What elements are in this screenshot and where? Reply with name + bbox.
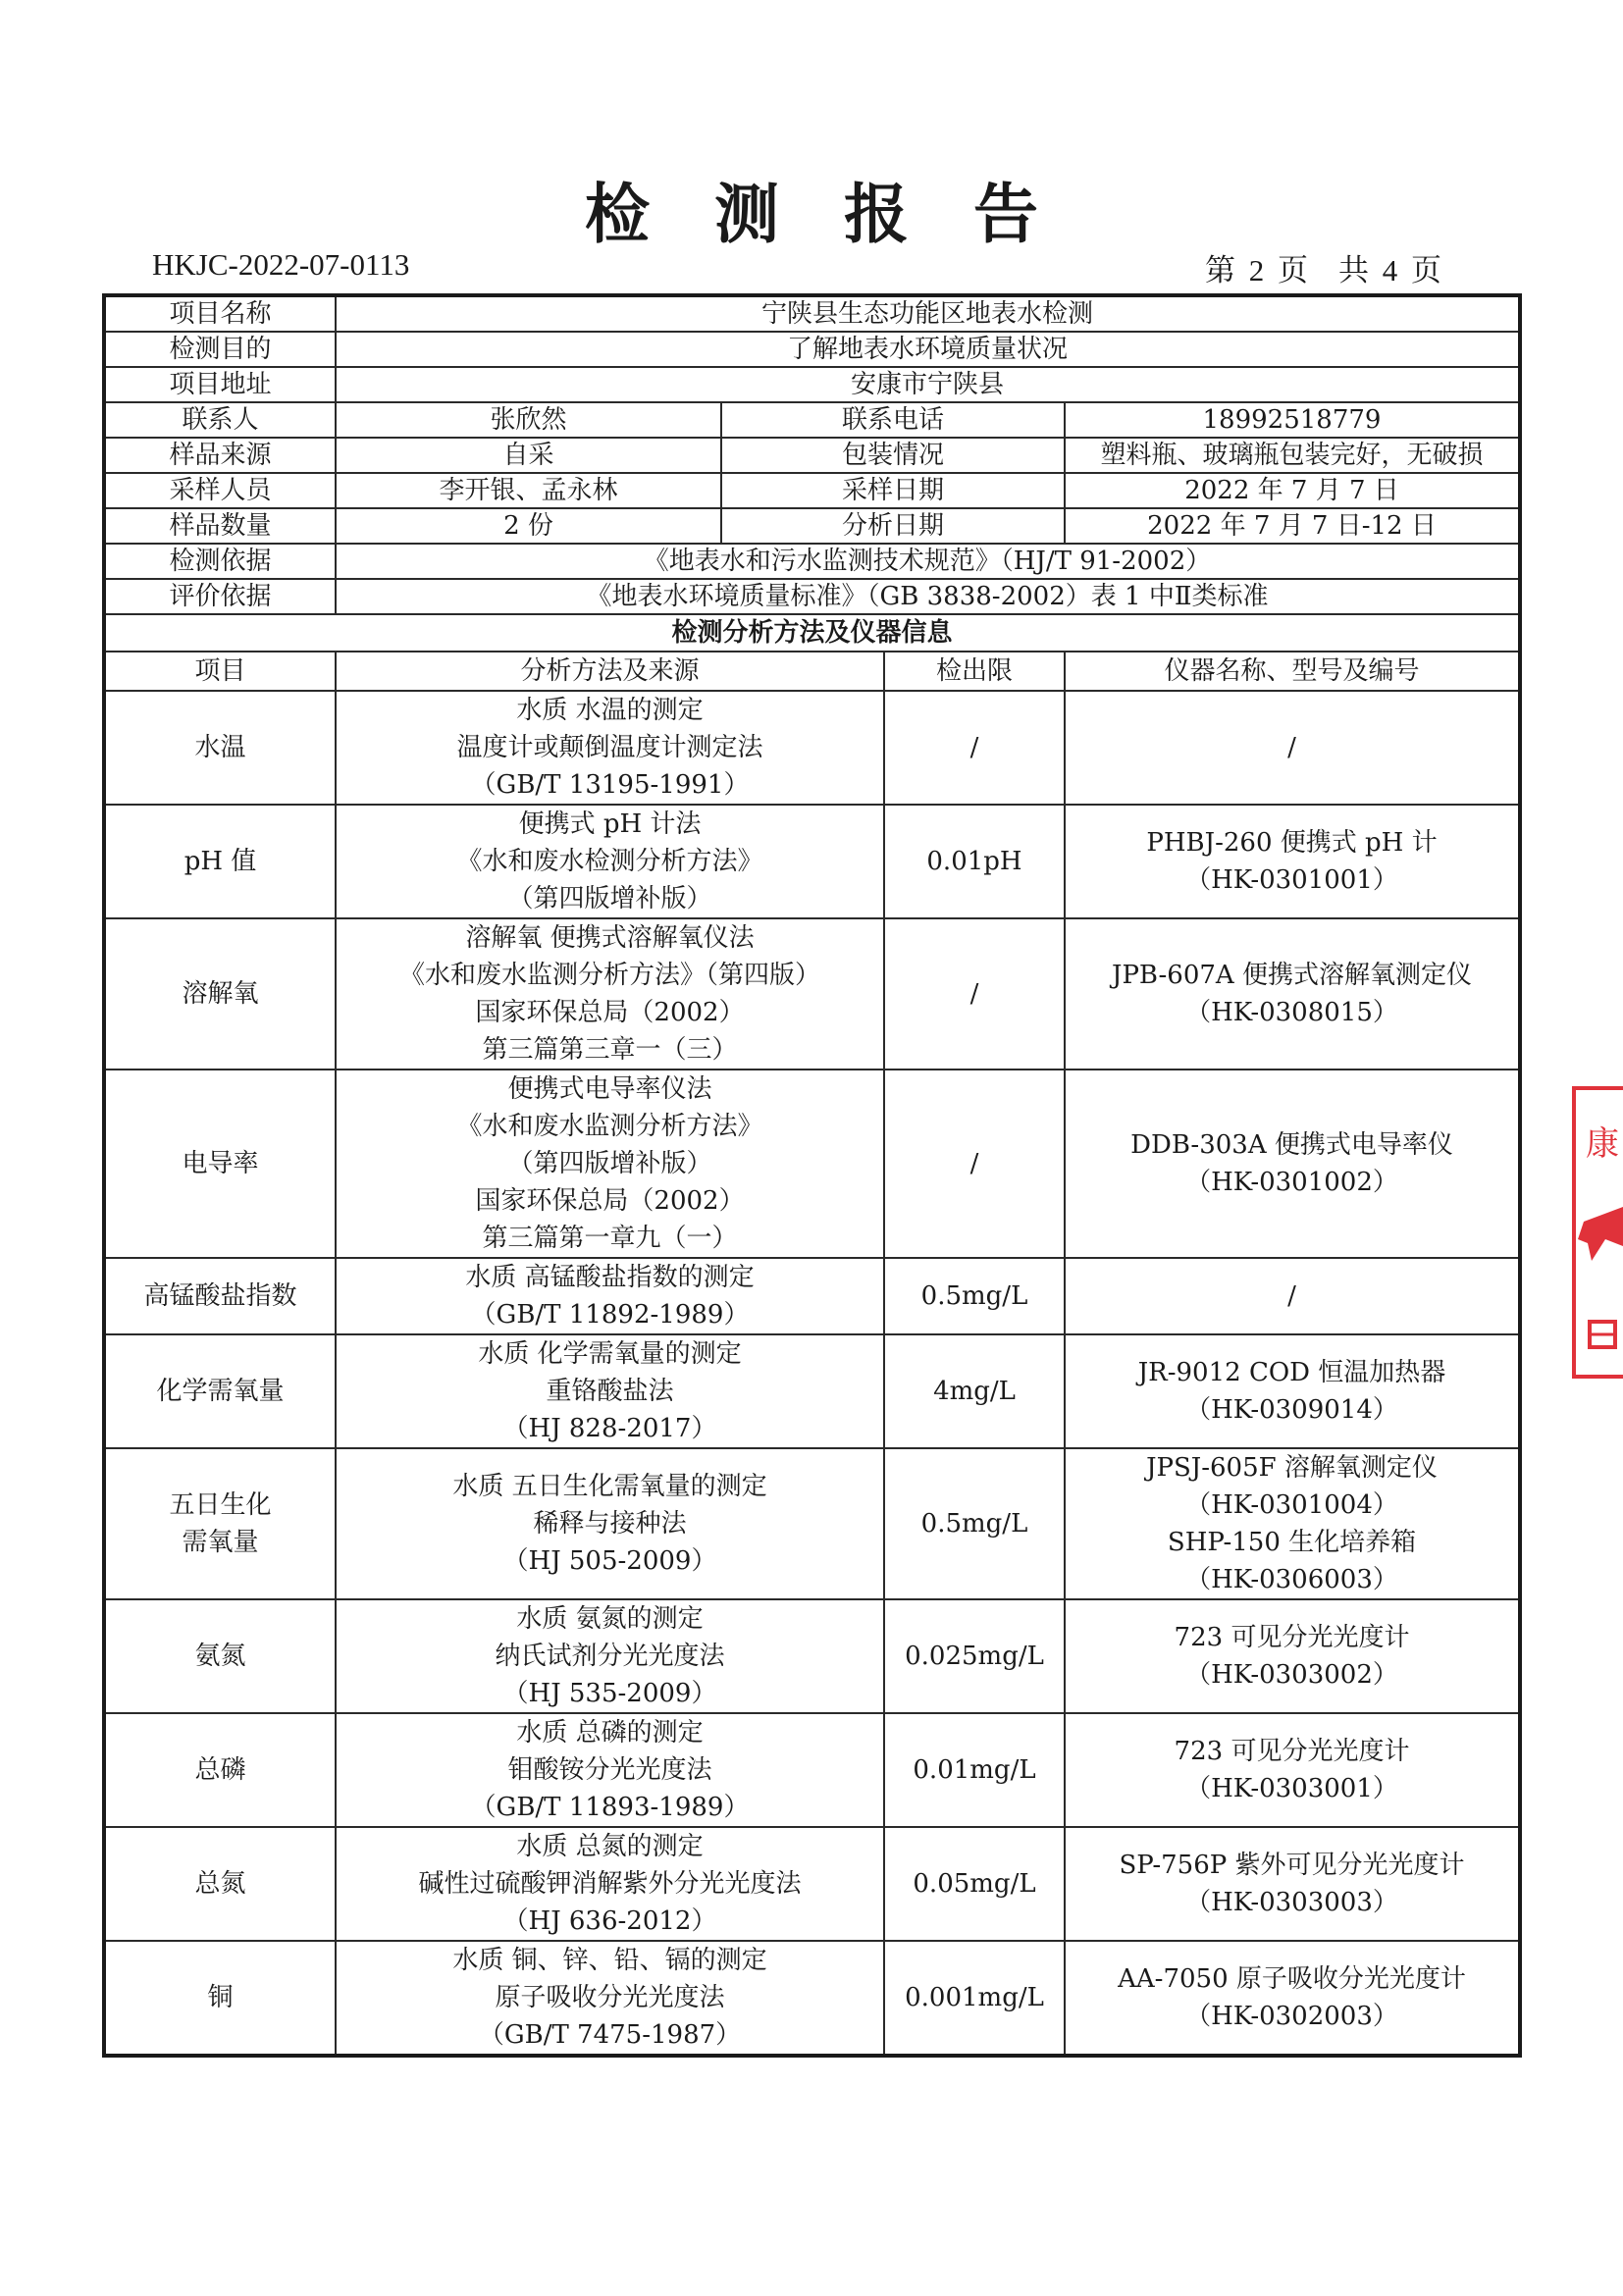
sample-date-label: 采样日期 (721, 473, 1065, 508)
method-source-cell-line: 第三篇第一章九（一） (482, 1224, 738, 1253)
method-instrument-cell (1065, 1448, 1520, 1599)
project-name-label: 项目名称 (104, 295, 336, 332)
method-source-cell-line: （第四版增补版） (507, 1149, 712, 1178)
method-instrument-cell-line: （HK-0308015） (1185, 998, 1398, 1027)
method-item-cell (104, 918, 336, 1070)
eval-label: 评价依据 (104, 579, 336, 614)
method-item-cell (104, 1599, 336, 1713)
row-quantity (104, 508, 1520, 544)
address-label: 项目地址 (104, 367, 336, 402)
method-instrument-cell-line: 723 可见分光光度计 (1174, 1623, 1410, 1652)
method-item-cell-line: 铜 (207, 1983, 234, 2012)
method-source-cell (336, 1070, 884, 1258)
sample-date-value: 2022 年 7 月 7 日 (1065, 473, 1520, 508)
method-item-cell-line: 水温 (194, 733, 246, 762)
row-contact (104, 402, 1520, 438)
method-item-cell-line: 五日生化 (169, 1490, 272, 1520)
red-seal-stamp (1564, 1074, 1623, 1398)
svg-text:康: 康 (1586, 1124, 1619, 1164)
method-instrument-cell (1065, 918, 1520, 1070)
page-indicator: 第 2 页 共 4 页 (1205, 253, 1441, 287)
method-source-cell-line: （GB/T 11892-1989） (470, 1300, 750, 1330)
method-instrument-cell (1065, 1599, 1520, 1713)
section-title: 检测分析方法及仪器信息 (104, 614, 1520, 652)
method-source-cell-line: 水质 总磷的测定 (516, 1718, 704, 1748)
row-sampler (104, 473, 1520, 508)
method-instrument-cell (1065, 1070, 1520, 1258)
packaging-value: 塑料瓶、玻璃瓶包装完好，无破损 (1065, 438, 1520, 473)
method-source-cell-line: 便携式电导率仪法 (507, 1074, 712, 1104)
method-limit-cell (884, 1599, 1065, 1713)
analysis-date-label: 分析日期 (721, 508, 1065, 544)
quantity-label: 样品数量 (104, 508, 336, 544)
method-source-cell-line: 原子吸收分光光度法 (495, 1983, 725, 2012)
method-item-cell-line: 需氧量 (182, 1528, 259, 1557)
method-source-cell-line: 水质 铜、锌、铅、镉的测定 (452, 1946, 767, 1975)
method-limit-cell (884, 1334, 1065, 1448)
report-table (102, 293, 1522, 2058)
quantity-value: 2 份 (336, 508, 721, 544)
method-source-cell-line: 《水和废水监测分析方法》（第四版） (398, 961, 820, 990)
method-source-cell-line: 纳氏试剂分光光度法 (495, 1642, 725, 1671)
contact-label: 联系人 (104, 402, 336, 438)
method-instrument-cell (1065, 805, 1520, 918)
method-source-cell-line: 水质 五日生化需氧量的测定 (452, 1472, 767, 1501)
method-limit-cell (884, 1713, 1065, 1827)
method-limit-cell (884, 1448, 1065, 1599)
method-instrument-cell (1065, 1941, 1520, 2056)
method-instrument-cell-line: （HK-0306003） (1185, 1565, 1398, 1594)
method-instrument-cell-line: 723 可见分光光度计 (1174, 1737, 1410, 1766)
method-instrument-cell-line: SHP-150 生化培养箱 (1167, 1528, 1417, 1557)
method-source-cell (336, 1827, 884, 1941)
method-instrument-cell-line: / (1287, 1281, 1296, 1311)
method-item-cell-line: 化学需氧量 (156, 1377, 285, 1406)
method-instrument-cell-line: （HK-0309014） (1185, 1395, 1398, 1425)
method-limit-cell (884, 1070, 1065, 1258)
method-instrument-cell-line: PHBJ-260 便携式 pH 计 (1146, 828, 1438, 858)
method-instrument-cell-line: （HK-0303001） (1185, 1774, 1398, 1803)
method-row (104, 1827, 1520, 1941)
method-instrument-cell-line: （HK-0303002） (1185, 1660, 1398, 1690)
method-item-cell-line: 总磷 (194, 1755, 246, 1785)
row-method-header (104, 652, 1520, 691)
method-item-cell (104, 1941, 336, 2056)
method-row (104, 1334, 1520, 1448)
method-limit-cell-line: 0.01pH (926, 847, 1022, 876)
method-source-cell (336, 1713, 884, 1827)
column-header-limit: 检出限 (884, 652, 1065, 691)
phone-value: 18992518779 (1065, 402, 1520, 438)
method-source-cell (336, 691, 884, 805)
method-source-cell-line: 温度计或颠倒温度计测定法 (456, 733, 763, 762)
method-limit-cell-line: 4mg/L (933, 1377, 1016, 1406)
method-row (104, 918, 1520, 1070)
method-item-cell (104, 1448, 336, 1599)
project-name-value: 宁陕县生态功能区地表水检测 (336, 295, 1520, 332)
method-source-cell-line: 碱性过硫酸钾消解紫外分光光度法 (418, 1869, 802, 1899)
address-value: 安康市宁陕县 (336, 367, 1520, 402)
method-limit-cell-line: 0.025mg/L (905, 1642, 1044, 1671)
method-source-cell-line: 水质 氨氮的测定 (516, 1604, 704, 1634)
method-instrument-cell-line: JPSJ-605F 溶解氧测定仪 (1146, 1453, 1438, 1483)
method-instrument-cell-line: （HK-0302003） (1185, 2002, 1398, 2031)
method-instrument-cell-line: （HK-0301001） (1185, 865, 1398, 895)
method-source-cell-line: （HJ 828-2017） (502, 1414, 717, 1443)
method-limit-cell (884, 805, 1065, 918)
report-number: HKJC-2022-07-0113 (152, 247, 410, 282)
method-source-cell-line: 水质 水温的测定 (516, 696, 704, 725)
method-source-cell-line: 稀释与接种法 (533, 1509, 687, 1539)
method-instrument-cell-line: （HK-0301002） (1185, 1168, 1398, 1197)
method-source-cell-line: （第四版增补版） (507, 884, 712, 913)
report-table-container (102, 293, 1518, 2058)
method-instrument-cell (1065, 1827, 1520, 1941)
method-source-cell-line: 水质 高锰酸盐指数的测定 (465, 1263, 755, 1292)
method-instrument-cell-line: JPB-607A 便携式溶解氧测定仪 (1112, 961, 1472, 990)
eval-value: 《地表水环境质量标准》（GB 3838-2002）表 1 中Ⅱ类标准 (336, 579, 1520, 614)
row-section-title (104, 614, 1520, 652)
method-item-cell (104, 1334, 336, 1448)
row-purpose (104, 332, 1520, 367)
method-limit-cell (884, 1827, 1065, 1941)
method-row (104, 1941, 1520, 2056)
method-source-cell (336, 1599, 884, 1713)
method-source-cell-line: 便携式 pH 计法 (518, 809, 702, 839)
method-item-cell (104, 805, 336, 918)
method-source-cell (336, 1941, 884, 2056)
method-instrument-cell-line: （HK-0301004） (1185, 1490, 1398, 1520)
method-row (104, 1599, 1520, 1713)
method-instrument-cell (1065, 1713, 1520, 1827)
method-source-cell-line: （HJ 535-2009） (502, 1679, 717, 1708)
method-source-cell (336, 1448, 884, 1599)
basis-value: 《地表水和污水监测技术规范》（HJ/T 91-2002） (336, 544, 1520, 579)
method-limit-cell (884, 1941, 1065, 2056)
method-source-cell (336, 1334, 884, 1448)
method-limit-cell-line: / (969, 733, 979, 762)
method-limit-cell (884, 918, 1065, 1070)
method-source-cell-line: 《水和废水检测分析方法》 (456, 847, 763, 876)
method-source-cell-line: 国家环保总局（2002） (475, 1186, 745, 1216)
method-instrument-cell-line: AA-7050 原子吸收分光光度计 (1118, 1964, 1466, 1994)
method-instrument-cell-line: （HK-0303003） (1185, 1888, 1398, 1917)
method-source-cell-line: （HJ 636-2012） (502, 1906, 717, 1936)
sampler-value: 李开银、孟永林 (336, 473, 721, 508)
purpose-label: 检测目的 (104, 332, 336, 367)
method-limit-cell-line: 0.5mg/L (920, 1281, 1028, 1311)
method-limit-cell-line: 0.001mg/L (905, 1983, 1044, 2012)
phone-label: 联系电话 (721, 402, 1065, 438)
method-instrument-cell (1065, 1334, 1520, 1448)
column-header-method: 分析方法及来源 (336, 652, 884, 691)
purpose-value: 了解地表水环境质量状况 (336, 332, 1520, 367)
method-item-cell (104, 1713, 336, 1827)
method-source-cell-line: 第三篇第三章一（三） (482, 1035, 738, 1065)
method-row (104, 1448, 1520, 1599)
report-title: 检测报告 (585, 176, 1103, 252)
packaging-label: 包装情况 (721, 438, 1065, 473)
method-item-cell-line: 高锰酸盐指数 (143, 1281, 297, 1311)
contact-value: 张欣然 (336, 402, 721, 438)
column-header-item: 项目 (104, 652, 336, 691)
column-header-instrument: 仪器名称、型号及编号 (1065, 652, 1520, 691)
source-label: 样品来源 (104, 438, 336, 473)
method-item-cell-line: 总氮 (194, 1869, 246, 1899)
method-limit-cell-line: / (969, 979, 979, 1009)
method-item-cell-line: 溶解氧 (182, 979, 259, 1009)
method-source-cell-line: 水质 总氮的测定 (516, 1832, 704, 1861)
method-source-cell (336, 918, 884, 1070)
row-basis (104, 544, 1520, 579)
method-limit-cell-line: 0.5mg/L (920, 1509, 1028, 1539)
method-instrument-cell-line: JR-9012 COD 恒温加热器 (1137, 1358, 1446, 1387)
method-source-cell (336, 805, 884, 918)
method-instrument-cell-line: DDB-303A 便携式电导率仪 (1130, 1130, 1453, 1160)
method-row (104, 1713, 1520, 1827)
method-source-cell-line: （HJ 505-2009） (502, 1546, 717, 1576)
analysis-date-value: 2022 年 7 月 7 日-12 日 (1065, 508, 1520, 544)
method-instrument-cell-line: / (1287, 733, 1296, 762)
method-limit-cell (884, 691, 1065, 805)
method-instrument-cell (1065, 691, 1520, 805)
sampler-label: 采样人员 (104, 473, 336, 508)
method-row (104, 1258, 1520, 1334)
method-source-cell-line: 溶解氧 便携式溶解氧仪法 (465, 923, 755, 953)
method-row (104, 1070, 1520, 1258)
method-item-cell-line: 电导率 (182, 1149, 259, 1178)
method-source-cell (336, 1258, 884, 1334)
row-project-name (104, 295, 1520, 332)
method-limit-cell-line: 0.05mg/L (913, 1869, 1036, 1899)
method-item-cell-line: 氨氮 (194, 1642, 246, 1671)
method-source-cell-line: 重铬酸盐法 (546, 1377, 674, 1406)
method-item-cell (104, 1258, 336, 1334)
method-limit-cell (884, 1258, 1065, 1334)
method-limit-cell-line: 0.01mg/L (913, 1755, 1036, 1785)
method-source-cell-line: （GB/T 7475-1987） (478, 2020, 742, 2050)
basis-label: 检测依据 (104, 544, 336, 579)
method-item-cell (104, 1827, 336, 1941)
source-value: 自采 (336, 438, 721, 473)
method-source-cell-line: 钼酸铵分光光度法 (507, 1755, 712, 1785)
method-source-cell-line: 水质 化学需氧量的测定 (478, 1339, 742, 1369)
row-address (104, 367, 1520, 402)
method-source-cell-line: 国家环保总局（2002） (475, 998, 745, 1027)
method-item-cell-line: pH 值 (183, 847, 257, 876)
row-eval (104, 579, 1520, 614)
method-limit-cell-line: / (969, 1149, 979, 1178)
method-source-cell-line: 《水和废水监测分析方法》 (456, 1112, 763, 1141)
method-item-cell (104, 1070, 336, 1258)
method-source-cell-line: （GB/T 13195-1991） (470, 770, 750, 800)
method-instrument-cell-line: SP-756P 紫外可见分光光度计 (1119, 1851, 1465, 1880)
row-source (104, 438, 1520, 473)
method-source-cell-line: （GB/T 11893-1989） (470, 1793, 750, 1822)
method-instrument-cell (1065, 1258, 1520, 1334)
method-row (104, 691, 1520, 805)
method-row (104, 805, 1520, 918)
method-item-cell (104, 691, 336, 805)
